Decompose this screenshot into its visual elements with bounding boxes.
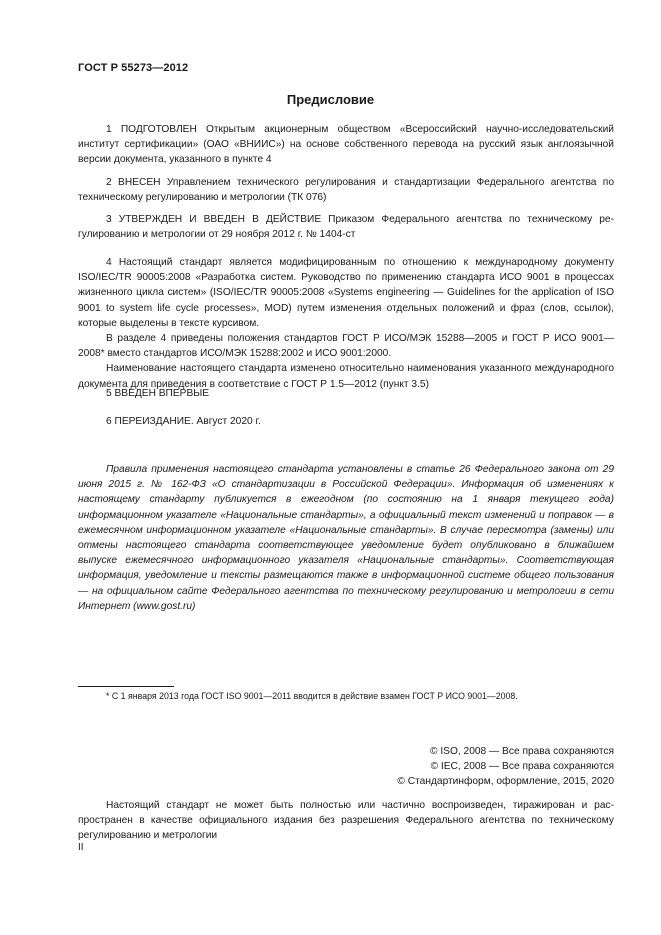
reproduction-notice bbox=[78, 798, 614, 844]
copyright-block bbox=[397, 744, 614, 790]
item-3 bbox=[78, 212, 614, 242]
copyright-iso: © ISO, 2008 — Все права сохраняются bbox=[430, 746, 614, 757]
item-1-text: 1 ПОДГОТОВЛЕН Открытым акционерным обществом «Всероссийский научно-исследовательский институт сертификации» (ОАО «ВНИИС») на основе собственного перевода на русский язык англоязычной версии документа, указанного в пункте 4 bbox=[78, 124, 614, 166]
footnote-divider bbox=[78, 686, 174, 687]
footnote: * С 1 января 2013 года ГОСТ ISO 9001—2011 вводится в действие взамен ГОСТ Р ИСО 9001—2008. bbox=[106, 691, 518, 701]
rules-notice bbox=[78, 462, 614, 614]
copyright-standartinform: © Стандартинформ, оформление, 2015, 2020 bbox=[397, 776, 614, 788]
rules-notice-text: Правила применения настоящего стандарта установлены в статье 26 Федерального закона от 29 июня 2015 г. № 162-ФЗ «О стандартизации в Российской Федерации». Информация об изменениях к настоящему стандарту публикуется в ежегодном (по состоянию на 1 января текущего года) информационном указателе «Национальные стандарты», а официальный текст изменений и поправок — в ежемесячном информационном указателе «Национальные стандарты». В случае пересмотра (замены) или отмены настоящего стандарта соответствующее уведомление будет опубликовано в ближайшем выпуске ежемесячного информационного указателя «Национальные стандарты». Соответствующая информация, уведомление и тексты размещаются также в информационной системе общего пользования — на официальном сайте Федерального агентства по техническому регулированию и метрологии в сети Интернет (www.gost.ru) bbox=[78, 464, 614, 612]
page-number: II bbox=[78, 842, 84, 853]
item-4-text-3: Наименование настоящего стандарта изменено относительно наименования указанного международного документа для приведения в соответствие с ГОСТ Р 1.5—2012 (пункт 3.5) bbox=[78, 363, 614, 390]
document-code: ГОСТ Р 55273—2012 bbox=[78, 62, 189, 74]
copyright-iec: © IEC, 2008 — Все права сохраняются bbox=[430, 761, 614, 773]
reproduction-notice-text: Настоящий стандарт не может быть полностью или частично воспроизведен, тиражирован и распространен в качестве официального издания без разрешения Федерального агентства по техническому регулированию и метрологии bbox=[78, 800, 614, 842]
page-title: Предисловие bbox=[286, 92, 375, 107]
item-4 bbox=[78, 255, 614, 392]
item-1 bbox=[78, 122, 614, 168]
item-4-text-2: В разделе 4 приведены положения стандартов ГОСТ Р ИСО/МЭК 15288—2005 и ГОСТ Р ИСО 9001—2008* вместо стандартов ИСО/МЭК 15288:2002 и ИСО 9001:2000. bbox=[78, 333, 614, 360]
item-2 bbox=[78, 175, 614, 205]
item-5 bbox=[78, 386, 614, 401]
item-3-text: 3 УТВЕРЖДЕН И ВВЕДЕН В ДЕЙСТВИЕ Приказом Федерального агентства по техническому регулированию и метрологии от 29 ноября 2012 г. № 1404-ст bbox=[78, 214, 614, 241]
item-6 bbox=[78, 414, 614, 429]
item-2-text: 2 ВНЕСЕН Управлением технического регулирования и стандартизации Федерального агентства по техническому регулированию и метрологии (ТК 076) bbox=[78, 177, 614, 204]
item-5-text: 5 ВВЕДЕН ВПЕРВЫЕ bbox=[106, 388, 210, 399]
item-4-text: 4 Настоящий стандарт является модифицированным по отношению к международному документу ISO/IEC/TR 90005:2008 «Разработка систем. Руководство по применению стандарта ИСО 9001 в процессах жизненного цикла систем» (ISO/IEC/TR 90005:2008 «Systems engineering — Guidelines for the application of ISO 9001 to system life cycle processes», MOD) путем изменения отдельных положений и фраз (слов, ссылок), которые выделены в тексте курсивом. bbox=[78, 257, 614, 329]
item-6-text: 6 ПЕРЕИЗДАНИЕ. Август 2020 г. bbox=[106, 416, 261, 427]
